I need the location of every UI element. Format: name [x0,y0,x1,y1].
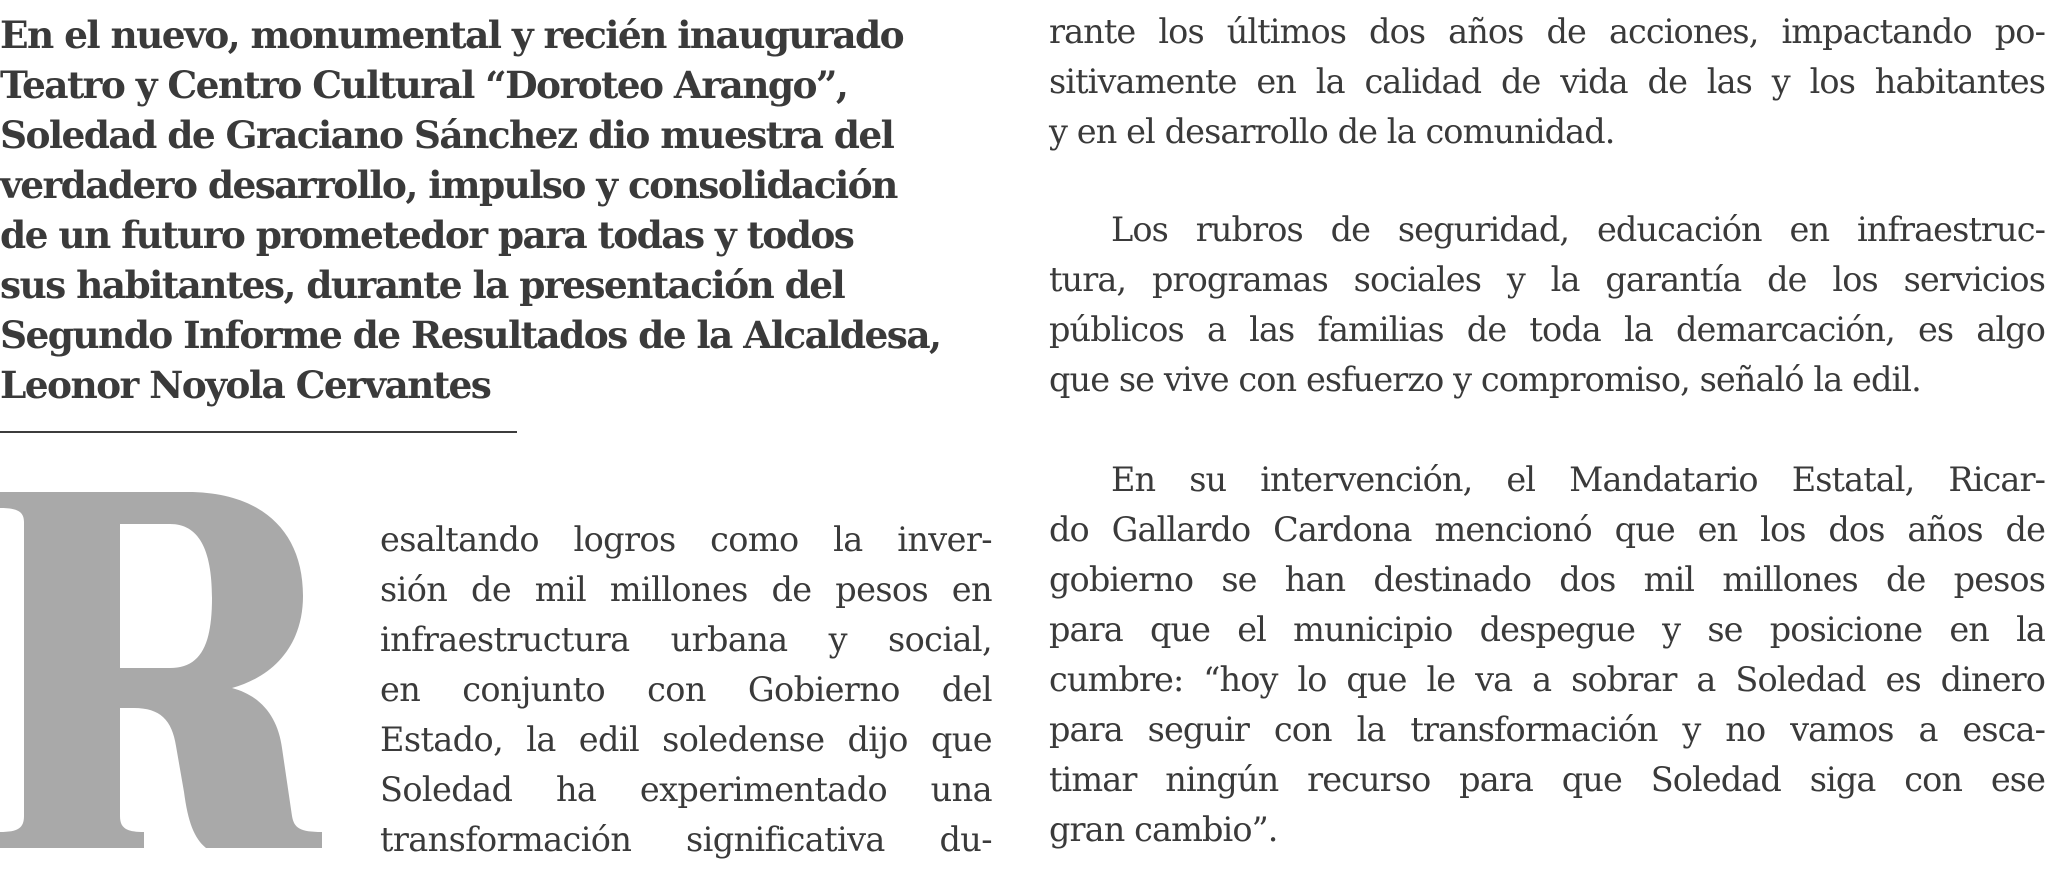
lead-line: Leonor Noyola Cervantes [0,363,491,407]
lead-line: verdadero desarrollo, impulso y consolidación [0,163,897,207]
body-line: timar ningún recurso para que Soledad siga con ese [1049,760,2045,799]
lead-line: Soledad de Graciano Sánchez dio muestra del [0,113,894,157]
body-line: Estado, la edil soledense dijo que [380,720,992,759]
body-line: públicos a las familias de toda la demarcación, es algo [1049,310,2045,349]
body-line: en conjunto con Gobierno del [380,670,992,709]
body-line: gran cambio”. [1049,810,1278,849]
body-line: tura, programas sociales y la garantía de los servicios [1049,260,2045,299]
body-line: para que el municipio despegue y se posicione en la [1049,610,2045,649]
lead-line: Segundo Informe de Resultados de la Alcaldesa, [0,313,941,357]
body-line: do Gallardo Cardona mencionó que en los dos años de [1049,510,2045,549]
body-line: sitivamente en la calidad de vida de las y los habitantes [1049,62,2045,101]
body-line: sión de mil millones de pesos en [380,570,992,609]
body-line: cumbre: “hoy lo que le va a sobrar a Soledad es dinero [1049,660,2045,699]
lead-line: sus habitantes, durante la presentación del [0,263,845,307]
body-line: gobierno se han destinado dos mil millones de pesos [1049,560,2045,599]
lead-line: En el nuevo, monumental y recién inaugurado [0,13,904,57]
body-line: para seguir con la transformación y no vamos a esca- [1049,710,2045,749]
body-line: y en el desarrollo de la comunidad. [1049,112,1615,151]
body-line: infraestructura urbana y social, [380,620,992,659]
body-line: que se vive con esfuerzo y compromiso, señaló la edil. [1049,360,1921,399]
body-line: transformación significativa du- [380,820,992,859]
drop-cap-letter [0,486,328,854]
lead-paragraph [0,10,1000,410]
body-line: En su intervención, el Mandatario Estatal, Ricar- [1111,460,2045,499]
lead-divider [0,431,517,433]
body-line: rante los últimos dos años de acciones, impactando po- [1049,12,2045,51]
body-line: Los rubros de seguridad, educación en infraestruc- [1111,210,2045,249]
lead-line: Teatro y Centro Cultural “Doroteo Arango”, [0,63,848,107]
body-line: esaltando logros como la inver- [380,520,992,559]
body-line: Soledad ha experimentado una [380,770,992,809]
drop-cap [0,486,328,854]
lead-line: de un futuro prometedor para todas y todos [0,213,854,257]
